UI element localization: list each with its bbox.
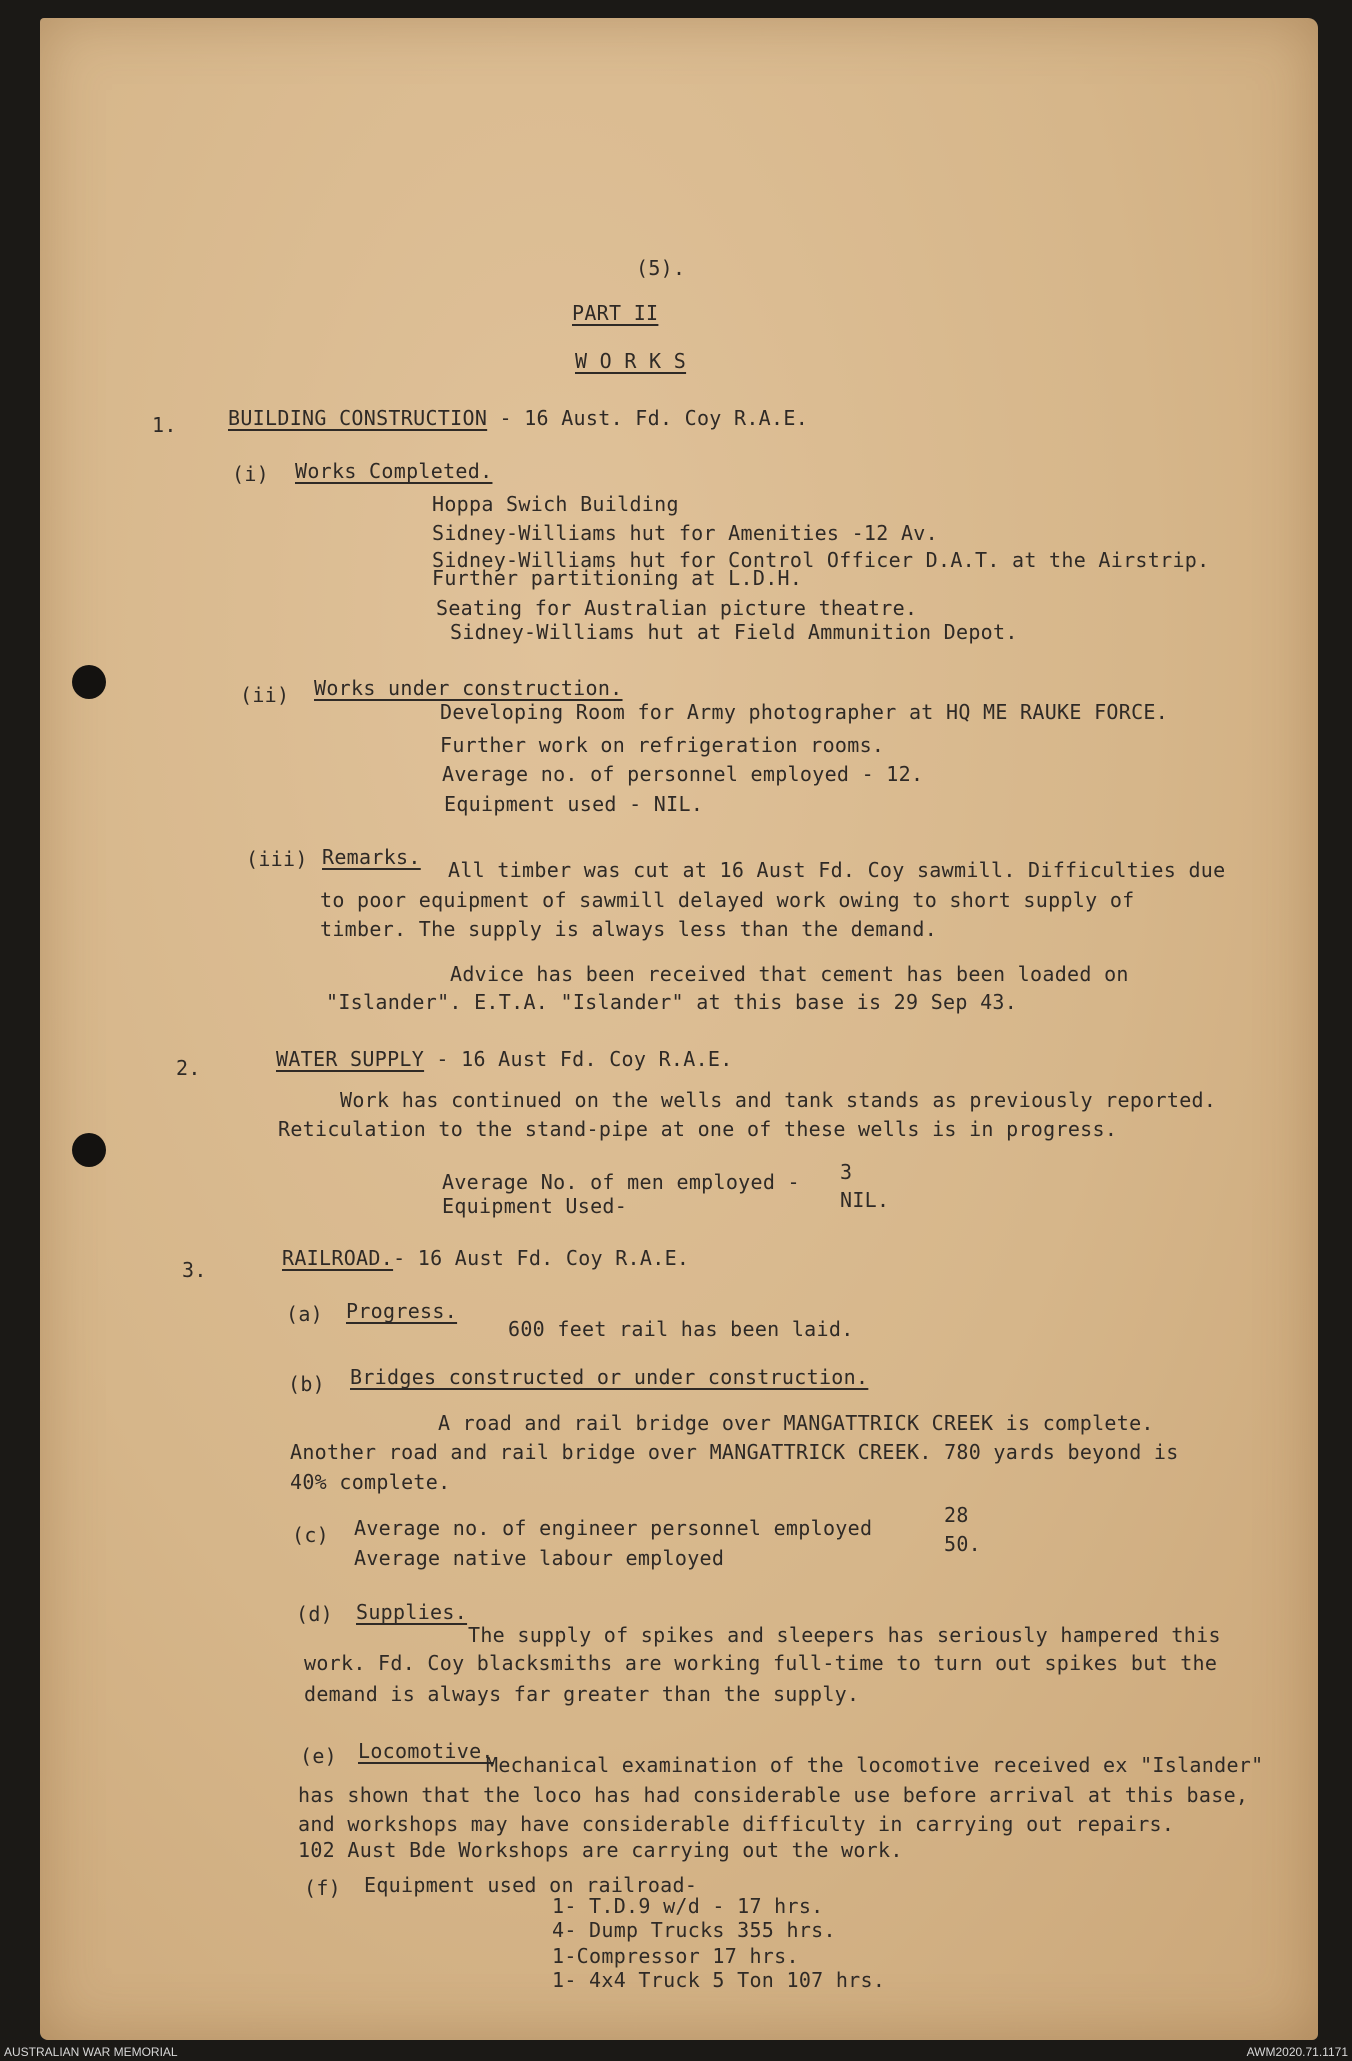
works-completed-item: Further partitioning at L.D.H. (432, 566, 803, 590)
punch-hole (72, 665, 106, 699)
section-1-unit: - 16 Aust. Fd. Coy R.A.E. (487, 406, 809, 430)
water-supply-line: Work has continued on the wells and tank stands as previously reported. (340, 1088, 1217, 1112)
section-3-heading-line (282, 1246, 689, 1270)
men-employed-label: Average No. of men employed - (442, 1170, 800, 1194)
subsection-ii-label: (ii) (240, 683, 290, 707)
works-completed-item: Hoppa Swich Building (432, 492, 679, 516)
works-completed-item: Seating for Australian picture theatre. (436, 596, 918, 620)
section-2-number: 2. (176, 1056, 201, 1080)
locomotive-line: Mechanical examination of the locomotive received ex "Islander" (486, 1753, 1264, 1777)
item-d-label: (d) (296, 1602, 334, 1626)
item-f-title: Equipment used on railroad- (364, 1873, 698, 1897)
equipment-used-label: Equipment Used- (442, 1194, 628, 1218)
equipment-item: 1-Compressor 17 hrs. (552, 1944, 799, 1968)
page-number: (5). (636, 256, 686, 280)
subsection-iii-label: (iii) (246, 847, 308, 871)
subsection-i-title: Works Completed. (295, 459, 493, 483)
subsection-i-label: (i) (232, 462, 270, 486)
section-1-heading: BUILDING CONSTRUCTION (228, 406, 488, 430)
bridges-line: 40% complete. (290, 1470, 451, 1494)
water-supply-line: Reticulation to the stand-pipe at one of these wells is in progress. (278, 1117, 1118, 1141)
remarks-line: to poor equipment of sawmill delayed work owing to short supply of (320, 888, 1135, 912)
document-page (40, 18, 1318, 2040)
works-under-construction-item: Average no. of personnel employed - 12. (442, 762, 924, 786)
bridges-line: Another road and rail bridge over MANGATTRICK CREEK. 780 yards beyond is (290, 1440, 1179, 1464)
engineer-personnel-value: 28 (944, 1503, 969, 1527)
footer-accession-number: AWM2020.71.1171 (1246, 2045, 1348, 2059)
supplies-line: demand is always far greater than the supply. (304, 1682, 860, 1706)
subsection-iii-title: Remarks. (322, 845, 421, 869)
section-2-unit: - 16 Aust Fd. Coy R.A.E. (424, 1047, 733, 1071)
remarks-line: Advice has been received that cement has been loaded on (450, 962, 1129, 986)
section-2-heading-line (276, 1047, 733, 1071)
equipment-used-value: NIL. (840, 1188, 890, 1212)
bridges-line: A road and rail bridge over MANGATTRICK CREEK is complete. (438, 1411, 1154, 1435)
section-3-unit: - 16 Aust Fd. Coy R.A.E. (393, 1246, 690, 1270)
works-completed-item: Sidney-Williams hut for Amenities -12 Av. (432, 521, 938, 545)
works-completed-item: Sidney-Williams hut for Control Officer D.A.T. at the Airstrip. (432, 548, 1210, 572)
item-f-label: (f) (304, 1876, 342, 1900)
locomotive-line: 102 Aust Bde Workshops are carrying out the work. (298, 1838, 903, 1862)
men-employed-value: 3 (840, 1160, 853, 1184)
punch-hole (72, 1133, 106, 1167)
section-3-number: 3. (182, 1258, 207, 1282)
part-title: PART II (572, 301, 659, 325)
works-under-construction-item: Equipment used - NIL. (444, 792, 704, 816)
item-e-label: (e) (300, 1744, 338, 1768)
item-c-label: (c) (292, 1523, 330, 1547)
section-1-number: 1. (152, 413, 177, 437)
item-a-title: Progress. (346, 1299, 458, 1323)
locomotive-line: has shown that the loco has had considerable use before arrival at this base, (298, 1783, 1249, 1807)
equipment-item: 1- T.D.9 w/d - 17 hrs. (552, 1894, 824, 1918)
section-1-heading-line (228, 406, 808, 430)
supplies-line: The supply of spikes and sleepers has seriously hampered this (468, 1623, 1221, 1647)
item-a-label: (a) (286, 1302, 324, 1326)
progress-text: 600 feet rail has been laid. (508, 1317, 854, 1341)
equipment-item: 4- Dump Trucks 355 hrs. (552, 1918, 836, 1942)
works-under-construction-item: Developing Room for Army photographer at HQ ME RAUKE FORCE. (440, 700, 1169, 724)
remarks-line: All timber was cut at 16 Aust Fd. Coy sawmill. Difficulties due (448, 858, 1226, 882)
works-title: W O R K S (575, 349, 687, 373)
item-e-title: Locomotive. (358, 1739, 494, 1763)
locomotive-line: and workshops may have considerable difficulty in carrying out repairs. (298, 1812, 1175, 1836)
supplies-line: work. Fd. Coy blacksmiths are working full-time to turn out spikes but the (304, 1651, 1218, 1675)
equipment-item: 1- 4x4 Truck 5 Ton 107 hrs. (552, 1968, 886, 1992)
remarks-line: timber. The supply is always less than the demand. (320, 917, 938, 941)
works-completed-item: Sidney-Williams hut at Field Ammunition Depot. (450, 620, 1018, 644)
footer-credit: AUSTRALIAN WAR MEMORIAL (4, 2045, 178, 2059)
remarks-line: "Islander". E.T.A. "Islander" at this base is 29 Sep 43. (326, 990, 1018, 1014)
section-2-heading: WATER SUPPLY (276, 1047, 425, 1071)
engineer-personnel-label: Average no. of engineer personnel employed (354, 1516, 873, 1540)
item-b-title: Bridges constructed or under construction. (350, 1365, 869, 1389)
item-d-title: Supplies. (356, 1600, 468, 1624)
subsection-ii-title: Works under construction. (314, 676, 623, 700)
works-under-construction-item: Further work on refrigeration rooms. (440, 733, 885, 757)
item-b-label: (b) (288, 1372, 326, 1396)
native-labour-value: 50. (944, 1532, 982, 1556)
section-3-heading: RAILROAD. (282, 1246, 394, 1270)
native-labour-label: Average native labour employed (354, 1546, 725, 1570)
